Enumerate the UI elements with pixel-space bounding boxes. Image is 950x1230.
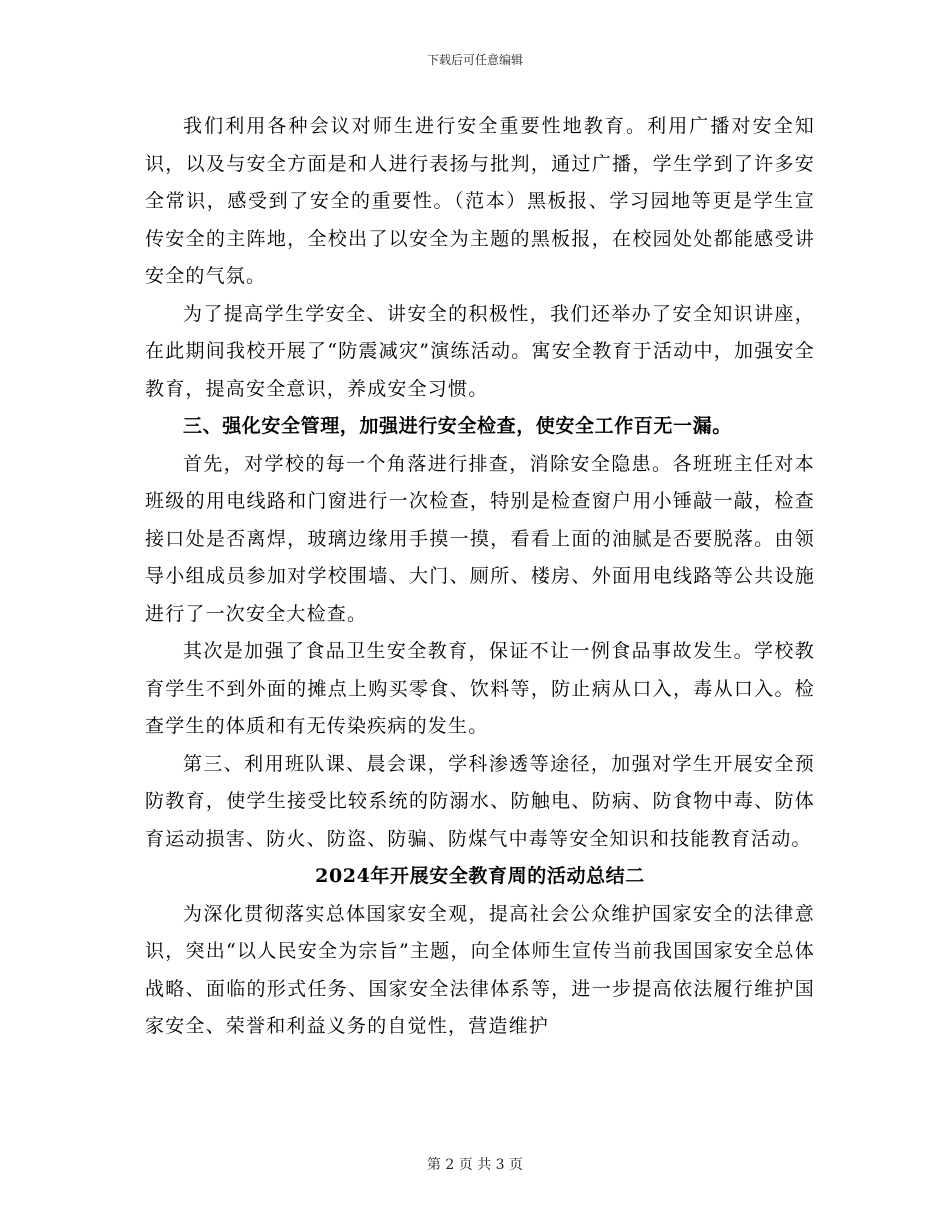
paragraph-food-safety: 其次是加强了食品卫生安全教育，保证不让一例食品事故发生。学校教育学生不到外面的摊点上购买零食、饮料等，防止病从口入，毒从口入。检查学生的体质和有无传染疾病的发生。	[145, 640, 815, 737]
document-body	[145, 108, 815, 1046]
page-header: 下载后可任意编辑	[426, 53, 523, 67]
paragraph-safety-lecture: 为了提高学生学安全、讲安全的积极性，我们还举办了安全知识讲座，在此期间我校开展了“防震减灾”演练活动。寓安全教育于活动中，加强安全教育，提高安全意识，养成安全习惯。	[145, 302, 815, 400]
paragraph-education-methods: 我们利用各种会议对师生进行安全重要性地教育。利用广播对安全知识，以及与安全方面是和人进行表扬与批判，通过广播，学生学到了许多安全常识，感受到了安全的重要性。（范本）黑板报、学习园地等更是学生宣传安全的主阵地，全校出了以安全为主题的黑板报，在校园处处都能感受讲安全的气氛。	[145, 115, 815, 287]
paragraph-third-prevention: 第三、利用班队课、晨会课，学科渗透等途径，加强对学生开展安全预防教育，使学生接受比较系统的防溺水、防触电、防病、防食物中毒、防体育运动损害、防火、防盗、防骗、防煤气中毒等安全知识和技能教育活动。	[145, 752, 815, 850]
section-title-summary-two: 2024年开展安全教育周的活动总结二	[315, 865, 645, 887]
section-heading-safety-management: 三、强化安全管理，加强进行安全检查，使安全工作百无一漏。	[183, 415, 732, 437]
paragraph-first-inspection: 首先，对学校的每一个角落进行排查，消除安全隐患。各班班主任对本班级的用电线路和门窗进行一次检查，特别是检查窗户用小锤敲一敲，检查接口处是否离焊，玻璃边缘用手摸一摸，看看上面的油腻是否要脱落。由领导小组成员参加对学校围墙、大门、厕所、楼房、外面用电线路等公共设施进行了一次安全大检查。	[145, 452, 815, 625]
page-footer: 第 2 页 共 3 页	[426, 1157, 524, 1173]
paragraph-national-security: 为深化贯彻落实总体国家安全观，提高社会公众维护国家安全的法律意识，突出“以人民安全为宗旨”主题，向全体师生宣传当前我国国家安全总体战略、面临的形式任务、国家安全法律体系等，进一步提高依法履行维护国家安全、荣誉和利益义务的自觉性，营造维护	[145, 902, 815, 1037]
